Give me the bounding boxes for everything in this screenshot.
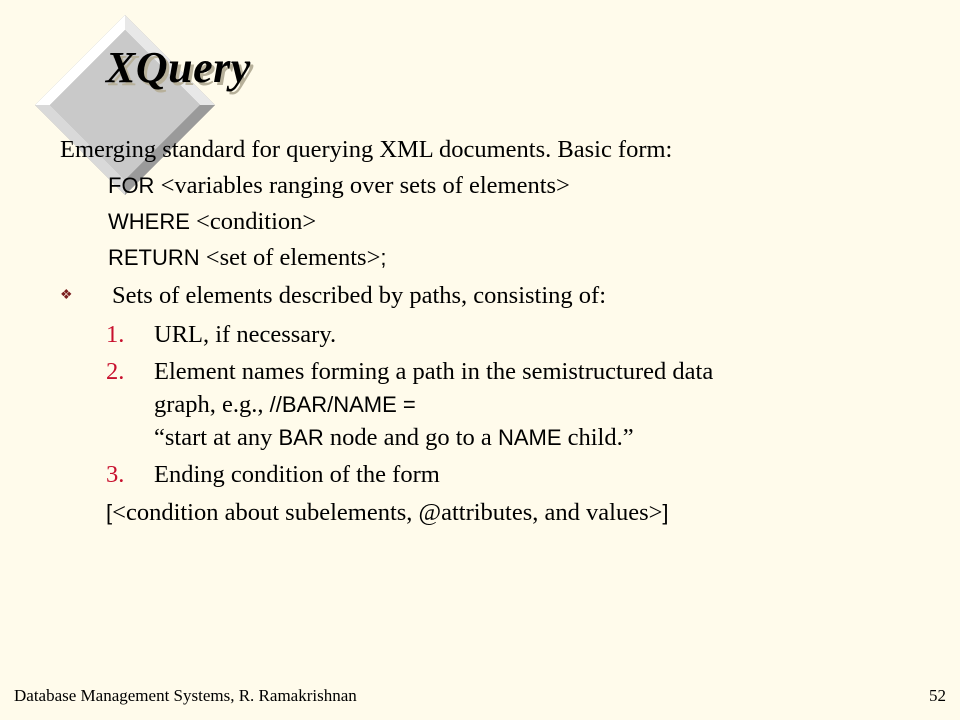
page-title: XQuery xyxy=(106,43,251,92)
item-text: URL, if necessary. xyxy=(154,321,337,348)
item-line xyxy=(154,421,940,454)
list-item xyxy=(60,458,940,491)
return-semicolon: ; xyxy=(380,245,387,270)
intro-text: Emerging standard for querying XML documents. Basic form: xyxy=(60,136,673,163)
condition-text: <condition about subelements, @attributes, and values> xyxy=(112,499,663,526)
bullet-text: Sets of elements described by paths, consisting of: xyxy=(112,282,606,309)
for-keyword: FOR xyxy=(108,173,155,198)
for-line xyxy=(60,168,940,204)
return-text: <set of elements> xyxy=(205,244,381,271)
item-line xyxy=(154,388,940,421)
where-keyword: WHERE xyxy=(108,209,190,234)
return-keyword: RETURN xyxy=(108,245,200,270)
bullet-icon: ❖ xyxy=(60,288,73,303)
return-line xyxy=(60,240,940,276)
for-text: <variables ranging over sets of elements> xyxy=(160,172,570,199)
item-text: Ending condition of the form xyxy=(154,461,440,488)
footer-credit: Database Management Systems, R. Ramakrishnan xyxy=(14,686,357,705)
item-line: Element names forming a path in the semistructured data xyxy=(154,358,714,385)
open-bracket: [ xyxy=(106,500,113,525)
item-text: “start at any xyxy=(154,424,279,451)
item-text: graph, e.g., xyxy=(154,391,270,418)
slide-body xyxy=(60,132,940,531)
where-text: <condition> xyxy=(196,208,317,235)
item-text: child.” xyxy=(561,424,634,451)
bar-code: BAR xyxy=(278,425,324,450)
condition-line xyxy=(60,495,940,531)
bullet-item xyxy=(60,278,940,314)
page-number: 52 xyxy=(929,686,946,705)
name-code: NAME xyxy=(497,425,562,450)
path-code: //BAR/NAME = xyxy=(269,392,416,417)
where-line xyxy=(60,204,940,240)
item-text: node and go to a xyxy=(323,424,498,451)
item-number: 1. xyxy=(106,321,125,348)
list-item xyxy=(60,318,940,351)
item-number: 2. xyxy=(106,358,125,385)
item-number: 3. xyxy=(106,461,125,488)
close-bracket: ] xyxy=(662,500,669,525)
list-item xyxy=(60,355,940,454)
